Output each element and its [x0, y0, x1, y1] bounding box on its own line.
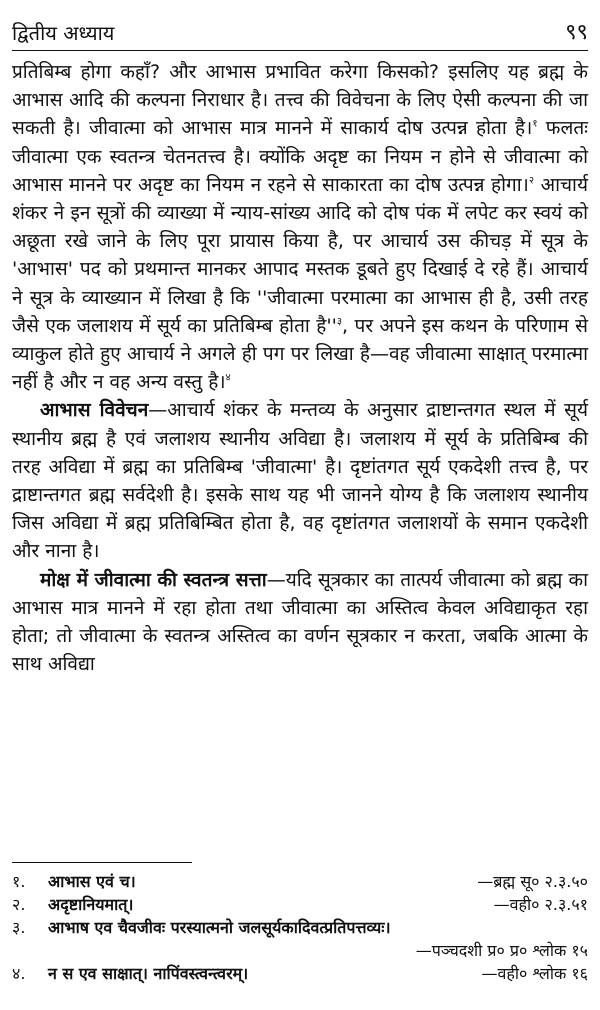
- footnotes: [12, 870, 588, 985]
- footnote-divider: [12, 862, 192, 863]
- chapter-title: द्वितीय अध्याय: [12, 21, 115, 45]
- footnote-3-source-line: [12, 939, 588, 962]
- section-heading: मोक्ष में जीवात्मा की स्वतन्त्र सत्ता: [40, 568, 267, 591]
- paragraph-2: [12, 396, 588, 565]
- footnote-ref: ३: [336, 316, 343, 328]
- footnote-source: —वही० २.३.५१: [493, 895, 588, 914]
- footnote-text: अदृष्टानियमात्।: [48, 895, 134, 914]
- text-segment: फलतः जीवात्मा एक स्वतन्त्र चेतनतत्त्व है। क्योंकि अदृष्ट का नियम न होने से जीवात्मा को आभास मानने पर अदृष्ट का नियम न रहने से साकारता का दोष उत्पन्न होगा।: [12, 117, 588, 196]
- paragraph-3: [12, 566, 588, 679]
- footnote-ref: ४: [225, 372, 231, 384]
- text-segment: —यदि सूत्रकार का तात्पर्य जीवात्मा को ब्रह्म का आभास मात्र मानने में रहा होता तथा जीवात्मा का अस्तित्व केवल अविद्याकृत रहा होता; तो जीवात्मा के स्वतन्त्र अस्तित्व का वर्णन सूत्रकार न करता, जबकि आत्मा के साथ अविद्या: [12, 568, 589, 676]
- text-segment: , पर अपने इस कथन के परिणाम से व्याकुल होते हुए आचार्य ने अगले ही पग पर लिखा है—वह जीवात्मा साक्षात् परमात्मा नहीं है और न वह अन्य वस्तु है।: [12, 314, 589, 394]
- footnote-number: १.: [12, 872, 26, 891]
- text-segment: आचार्य शंकर ने इन सूत्रों की व्याख्या में न्याय-सांख्य आदि को दोष पंक में लपेट कर स्वयं को अछूता रखे जाने के लिए पूरा प्रायास किया है, पर आचार्य उस कीचड़ में सूत्र के 'आभास' पद को प्रथमान्त मानकर आपाद मस्तक डूबते हुए दिखाई दे रहे हैं। आचार्य ने सूत्र के व्याख्यान में लिखा है कि ''जीवात्मा परमात्मा का आभास ही है, उसी तरह जैसे एक जलाशय में सूर्य का प्रतिबिम्ब होता है'': [12, 173, 588, 337]
- footnote-number: २.: [12, 895, 26, 914]
- footnote-number: ४.: [12, 964, 26, 983]
- footnote-text: आभाष एव चैवजीवः परस्यात्मनो जलसूर्यकादिवत्प्रतिपत्तव्यः।: [48, 918, 391, 937]
- footnote-source: —ब्रह्म सू० २.३.५०: [477, 872, 588, 891]
- footnote-4: [12, 962, 588, 985]
- footnote-source: —वही० श्लोक १६: [481, 964, 588, 983]
- page-number: ९९: [565, 20, 588, 45]
- footnote-number: ३.: [12, 918, 26, 937]
- text-segment: प्रतिबिम्ब होगा कहाँ? और आभास प्रभावित करेगा किसको? इसलिए यह ब्रह्म के आभास आदि की कल्पना निराधार है। तत्त्व की विवेचना के लिए ऐसी कल्पना की जा सकती है। जीवात्मा को आभास मात्र मानने में साकार्य दोष उत्पन्न होता है।: [12, 61, 588, 140]
- text-segment: —आचार्य शंकर के मन्तव्य के अनुसार द्राष्टान्तगत स्थल में सूर्य स्थानीय ब्रह्म है एवं जलाशय स्थानीय अविद्या है। जलाशय में सूर्य के प्रतिबिम्ब की तरह अविद्या में ब्रह्म का प्रतिबिम्ब 'जीवात्मा' है। दृष्टांतगत सूर्य एकदेशी तत्त्व है, पर द्राष्टान्तगत ब्रह्म सर्वदेशी है। इसके साथ यह भी जानने योग्य है कि जलाशय स्थानीय जिस अविद्या में ब्रह्म प्रतिबिम्बित होता है, वह दृष्टांतगत जलाशयों के समान एकदेशी और नाना है।: [12, 399, 588, 563]
- running-header: [12, 6, 588, 51]
- footnote-source: —पञ्चदशी प्र० प्र० श्लोक १५: [415, 941, 588, 960]
- footnote-2: [12, 893, 588, 916]
- footnote-ref: १: [532, 119, 538, 131]
- body-text: [12, 58, 588, 678]
- footnote-ref: २: [528, 175, 535, 187]
- footnote-1: [12, 870, 588, 893]
- footnote-text: न स एव साक्षात्। नापिंवस्त्वन्त्वरम्।: [48, 964, 249, 983]
- paragraph-1: [12, 58, 588, 396]
- footnote-3: [12, 916, 588, 939]
- footnote-text: आभास एवं च।: [48, 872, 136, 891]
- section-heading: आभास विवेचन: [40, 399, 149, 422]
